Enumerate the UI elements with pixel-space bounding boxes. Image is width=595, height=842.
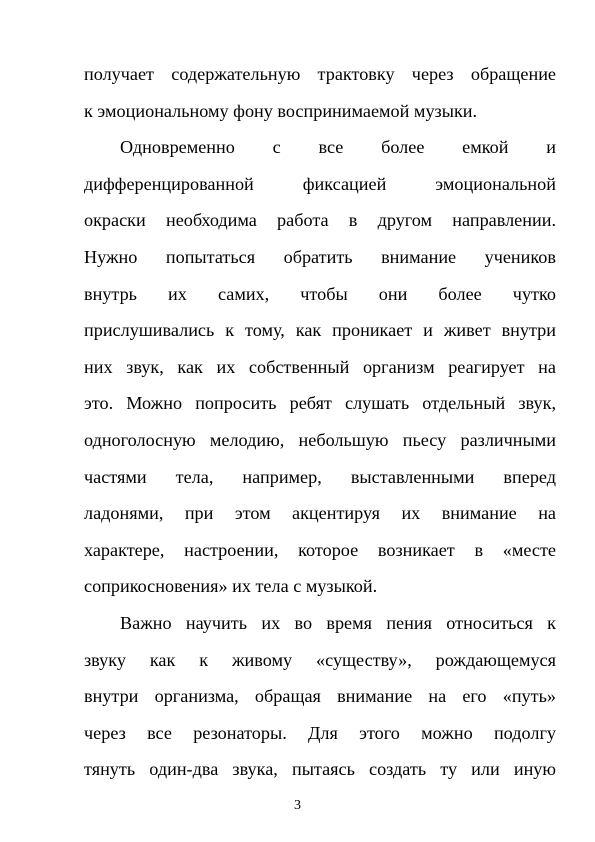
text-line: Важно научить их во время пения относиться к [120,612,556,633]
text-line: звуку как к живому «существу», рождающемуся [84,649,556,670]
text-line: соприкосновения» их тела с музыкой. [84,576,378,597]
text-line: окраски необходима работа в другом направлении. [84,210,556,231]
text-line: внутрь их самих, чтобы они более чутко [84,283,556,304]
text-line: Нужно попытаться обратить внимание учеников [84,246,556,267]
text-line: прислушивались к тому, как проникает и живет внутри [84,320,556,341]
text-line: ладонями, при этом акцентируя их внимание на [84,503,556,524]
text-line: это. Можно попросить ребят слушать отдельный звук, [84,393,556,414]
text-line: через все резонаторы. Для этого можно подолгу [84,722,556,743]
page-body-text [84,56,556,788]
text-line: тянуть один-два звука, пытаясь создать ту или иную [84,759,556,780]
text-line: внутри организма, обращая внимание на его «путь» [84,686,556,707]
text-line: характере, настроении, которое возникает в «месте [84,539,556,560]
text-line: получает содержательную трактовку через обращение [84,64,556,84]
text-line: дифференцированной фиксацией эмоциональной [84,173,556,194]
text-line: них звук, как их собственный организм реагирует на [84,356,556,377]
text-line: к эмоциональному фону воспринимаемой музыки. [84,100,478,121]
text-line: одноголосную мелодию, небольшую пьесу различными [84,429,556,450]
text-line: частями тела, например, выставленными вперед [84,466,556,487]
text-line: Одновременно с все более емкой и [120,137,556,158]
page-number: 3 [294,798,301,813]
